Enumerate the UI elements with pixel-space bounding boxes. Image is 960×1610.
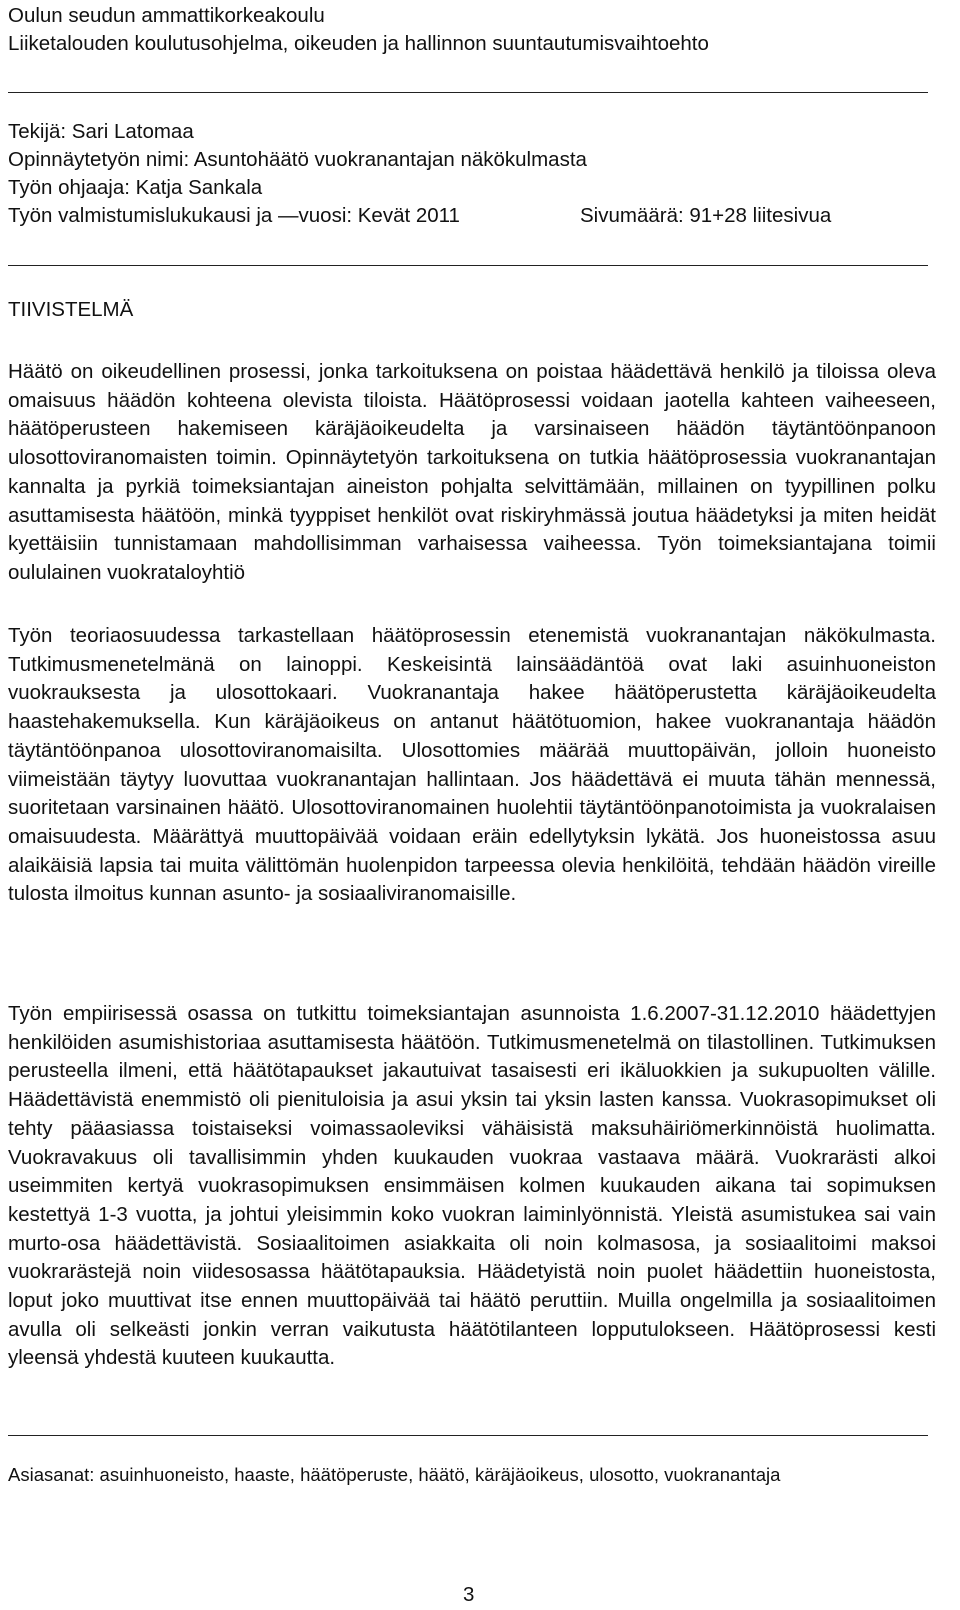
meta-divider (8, 265, 928, 266)
completion-line: Työn valmistumislukukausi ja —vuosi: Kevät 2011 (8, 204, 460, 227)
header-divider (8, 92, 928, 93)
supervisor-line: Työn ohjaaja: Katja Sankala (8, 176, 263, 199)
abstract-paragraph-2: Työn teoriaosuudessa tarkastellaan häätöprosessin etenemistä vuokranantajan näkökulmasta. Tutkimusmenetelmänä on lainoppi. Keskeisintä lainsäädäntöä ovat laki asuinhuoneiston vuokrauksesta ja ulosottokaari. Vuokranantaja hakee häätöperustetta käräjäoikeudelta haastehakemuksella. Kun käräjäoikeus on antanut häätötuomion, hakee vuokranantaja häädön täytäntöönpanoa ulosottoviranomaisilta. Ulosottomies määrää muuttopäivän, jolloin huoneisto viimeistään täytyy luovuttaa vuokranantajan hallintaan. Jos häädettävä ei muuta tähän mennessä, suoritetaan varsinainen häätö. Ulosottoviranomainen huolehtii täytäntöönpanotoimista ja vuokralaisen omaisuudesta. Määrättyä muuttopäivää voidaan eräin edellytyksin lykätä. Jos huoneistossa asuu alaikäisiä lapsia tai muita välittömän huolenpidon tarpeessa olevia henkilöitä, tehdään häädön vireille tulosta ilmoitus kunnan asunto- ja sosiaaliviranomaisille. (8, 624, 936, 906)
page-number: 3 (463, 1583, 475, 1606)
keywords-divider (8, 1435, 928, 1436)
abstract-heading: TIIVISTELMÄ (8, 298, 134, 321)
thesis-title-line: Opinnäytetyön nimi: Asuntohäätö vuokranantajan näkökulmasta (8, 148, 587, 171)
author-line: Tekijä: Sari Latomaa (8, 120, 194, 143)
keywords-line: Asiasanat: asuinhuoneisto, haaste, häätöperuste, häätö, käräjäoikeus, ulosotto, vuokranantaja (8, 1464, 781, 1485)
degree-programme: Liiketalouden koulutusohjelma, oikeuden ja hallinnon suuntautumisvaihtoehto (8, 32, 709, 55)
abstract-paragraph-3: Työn empiirisessä osassa on tutkittu toimeksiantajan asunnoista 1.6.2007-31.12.2010 häädettyjen henkilöiden asumishistoriaa asuttamisesta häätöön. Tutkimusmenetelmä on tilastollinen. Tutkimuksen perusteella ilmeni, että häätötapaukset jakautuivat tasaisesti eri ikäluokkien ja sukupuolten välille. Häädettävistä enemmistö oli pienituloisia ja asui yksin tai yksin lasten kanssa. Vuokrasopimukset oli tehty pääasiassa toistaiseksi voimassaoleviksi vähäisistä maksuhäiriömerkinnöistä huolimatta. Vuokravakuus oli tavallisimmin yhden kuukauden vuokraa vastaava määrä. Vuokrarästi alkoi useimmiten kertyä vuokrasopimuksen ensimmäisen kolmen kuukauden aikana tai sopimuksen kestettyä 1-3 vuotta, ja johtui yleisimmin koko vuokran laiminlyönnistä. Yleistä asumistukea sai vain murto-osa häädettävistä. Sosiaalitoimen asiakkaita oli noin kolmasosa, ja sosiaalitoimi maksoi vuokrarästejä noin viidesosassa häätötapauksia. Häädetyistä noin puolet häädettiin huoneistosta, loput joko muuttivat itse ennen muuttopäivää tai häätö peruttiin. Muilla ongelmilla ja sosiaalitoimen avulla oli selkeästi jonkin verran vaikutusta häätötilanteen lopputulokseen. Häätöprosessi kesti yleensä yhdestä kuuteen kuukautta. (8, 1002, 936, 1370)
abstract-paragraph-1: Häätö on oikeudellinen prosessi, jonka tarkoituksena on poistaa häädettävä henkilö ja tiloissa oleva omaisuus häädön kohteena olevista tiloista. Häätöprosessi voidaan jaotella kahteen vaiheeseen, häätöperusteen hakemiseen käräjäoikeudelta ja varsinaiseen häädön täytäntöönpanoon ulosottoviranomaisten toimin. Opinnäytetyön tarkoituksena on tutkia häätöprosessia vuokranantajan kannalta ja pyrkiä toimeksiantajan aineiston pohjalta selvittämään, millainen on tyypillinen polku asuttamisesta häätöön, minkä tyyppiset henkilöt ovat riskiryhmässä joutua häädetyksi ja miten heidät kyettäisiin tunnistamaan mahdollisimman varhaisessa vaiheessa. Työn toimeksiantajana toimii oululainen vuokrataloyhtiö (8, 360, 936, 584)
page-count-line: Sivumäärä: 91+28 liitesivua (580, 204, 832, 227)
institution-name: Oulun seudun ammattikorkeakoulu (8, 4, 325, 27)
